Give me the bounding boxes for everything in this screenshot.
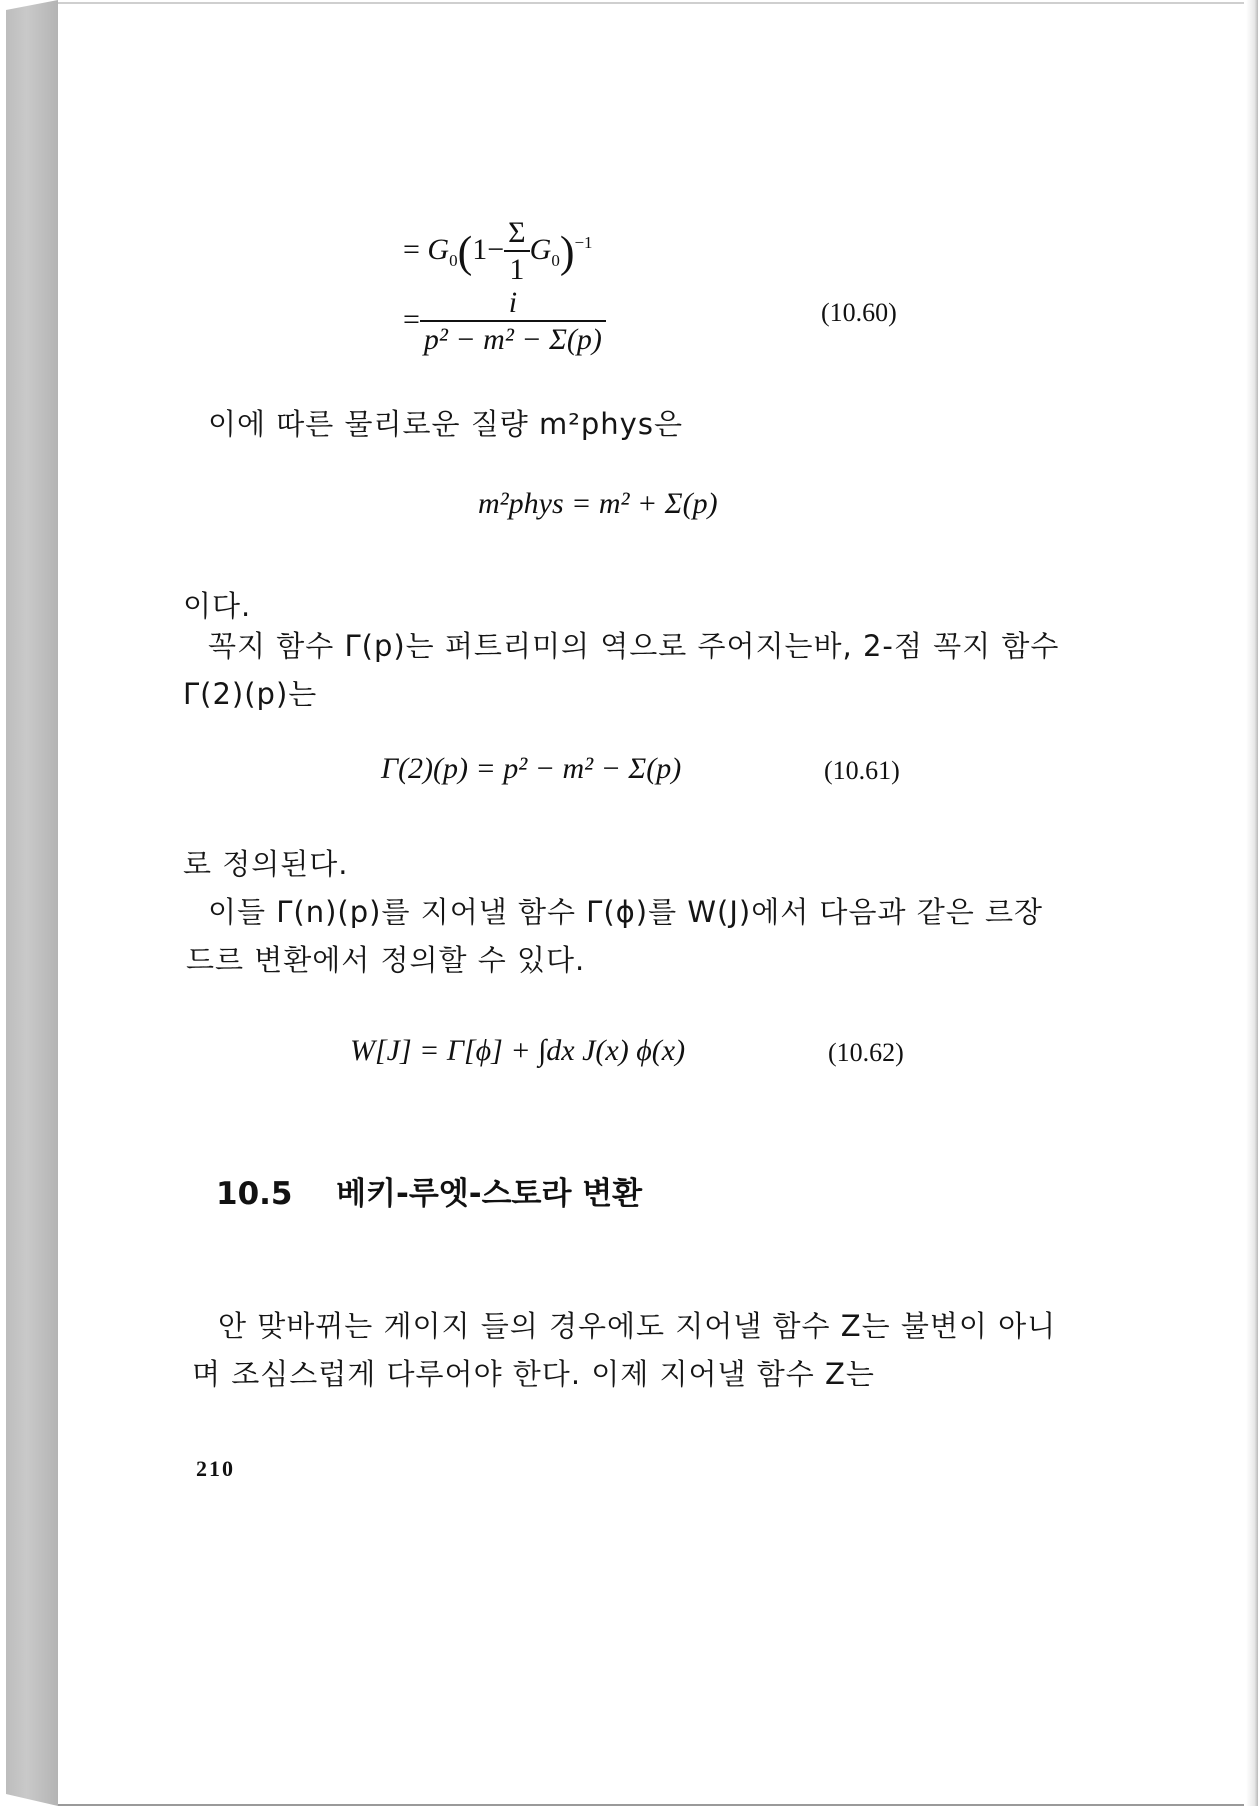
equation-propagator: = $\frac{i}{\text{p² − m² − Σ(p)}}$ (403, 286, 606, 358)
paragraph-line-4: Γ(2)(p)는 (183, 677, 318, 711)
eq-b-denominator: p² − m² − Σ(p) (423, 323, 602, 356)
section-title: 베키-루엣-스토라 변환 (336, 1176, 643, 1212)
eq-b-numerator: i (420, 286, 606, 322)
page-number: 210 (196, 1456, 235, 1481)
equation-number-10-61: (10.61) (824, 756, 900, 785)
paragraph-line-5: 로 정의된다. (183, 847, 349, 881)
paragraph-line-2: 이다. (183, 589, 252, 623)
eq-a-sigma: Σ (504, 216, 529, 252)
equation-number-10-62: (10.62) (828, 1038, 904, 1067)
equation-gamma2: Γ(2)(p) = p² − m² − Σ(p) (381, 752, 682, 785)
paragraph-line-6: 이들 Γ(n)(p)를 지어낼 함수 Γ(ϕ)를 W(J)에서 다음과 같은 르장 (208, 895, 1043, 929)
page-edge (1246, 0, 1258, 1806)
paragraph-line-9: 며 조심스럽게 다루어야 한다. 이제 지어낼 함수 Z는 (192, 1357, 875, 1391)
eq-a-one: 1 (509, 253, 525, 286)
paragraph-line-8: 안 맞바뀌는 게이지 들의 경우에도 지어낼 함수 Z는 불변이 아니 (218, 1309, 1057, 1343)
paragraph-line-1: 이에 따른 물리로운 질량 m²phys은 (208, 407, 683, 441)
equation-physical-mass: m²phys = m² + Σ(p) (478, 487, 718, 520)
equation-number-10-60: (10.60) (821, 298, 897, 327)
section-number: 10.5 (216, 1176, 293, 1212)
book-spine (6, 0, 59, 1806)
equation-g0-expansion: = $G_0(1-$ $\frac{\Sigma}{1}$ $G_0)^{-1}$ (403, 216, 593, 286)
paragraph-line-3: 꼭지 함수 Γ(p)는 퍼트리미의 역으로 주어지는바, 2-점 꼭지 함수 (208, 629, 1060, 663)
page (58, 2, 1244, 1806)
paragraph-line-7: 드르 변환에서 정의할 수 있다. (186, 943, 586, 977)
equation-legendre: W[J] = Γ[ϕ] + ∫dx J(x) ϕ(x) (350, 1034, 686, 1067)
section-heading (216, 1168, 642, 1213)
